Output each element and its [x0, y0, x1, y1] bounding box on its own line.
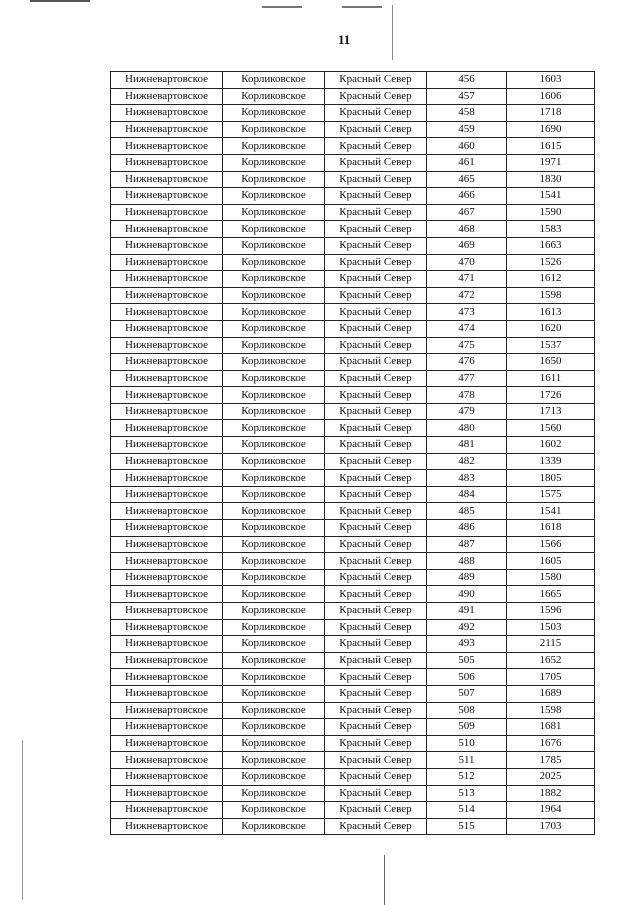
district-cell: Нижневартовское	[111, 636, 223, 653]
area-cell: Красный Север	[325, 254, 427, 271]
table-row	[111, 370, 595, 387]
data-table	[110, 71, 595, 835]
field-cell: Корликовское	[223, 387, 325, 404]
area-cell: Красный Север	[325, 420, 427, 437]
district-cell: Нижневартовское	[111, 354, 223, 371]
table-row	[111, 138, 595, 155]
depth-cell: 1705	[507, 669, 595, 686]
well-number-cell: 490	[427, 586, 507, 603]
well-number-cell: 473	[427, 304, 507, 321]
table-row	[111, 636, 595, 653]
depth-cell: 1526	[507, 254, 595, 271]
district-cell: Нижневартовское	[111, 802, 223, 819]
scan-mark-top-center-right	[342, 6, 382, 8]
depth-cell: 1805	[507, 470, 595, 487]
district-cell: Нижневартовское	[111, 121, 223, 138]
district-cell: Нижневартовское	[111, 520, 223, 537]
district-cell: Нижневартовское	[111, 586, 223, 603]
scan-mark-top-center	[262, 6, 302, 8]
table-row	[111, 420, 595, 437]
district-cell: Нижневартовское	[111, 370, 223, 387]
field-cell: Корликовское	[223, 536, 325, 553]
table-row	[111, 354, 595, 371]
depth-cell: 1537	[507, 337, 595, 354]
district-cell: Нижневартовское	[111, 420, 223, 437]
field-cell: Корликовское	[223, 719, 325, 736]
well-number-cell: 477	[427, 370, 507, 387]
well-number-cell: 507	[427, 685, 507, 702]
district-cell: Нижневартовское	[111, 768, 223, 785]
table-row	[111, 669, 595, 686]
well-number-cell: 481	[427, 437, 507, 454]
data-table-wrapper	[110, 71, 595, 835]
area-cell: Красный Север	[325, 387, 427, 404]
area-cell: Красный Север	[325, 370, 427, 387]
table-row	[111, 486, 595, 503]
district-cell: Нижневартовское	[111, 72, 223, 89]
scan-mark-top-left	[30, 0, 90, 2]
table-row	[111, 818, 595, 835]
district-cell: Нижневартовское	[111, 685, 223, 702]
field-cell: Корликовское	[223, 802, 325, 819]
field-cell: Корликовское	[223, 768, 325, 785]
district-cell: Нижневартовское	[111, 387, 223, 404]
field-cell: Корликовское	[223, 669, 325, 686]
well-number-cell: 484	[427, 486, 507, 503]
field-cell: Корликовское	[223, 470, 325, 487]
well-number-cell: 466	[427, 188, 507, 205]
district-cell: Нижневартовское	[111, 105, 223, 122]
area-cell: Красный Север	[325, 221, 427, 238]
district-cell: Нижневартовское	[111, 503, 223, 520]
depth-cell: 1613	[507, 304, 595, 321]
area-cell: Красный Север	[325, 121, 427, 138]
depth-cell: 1620	[507, 320, 595, 337]
table-row	[111, 785, 595, 802]
field-cell: Корликовское	[223, 586, 325, 603]
well-number-cell: 505	[427, 652, 507, 669]
district-cell: Нижневартовское	[111, 652, 223, 669]
table-row	[111, 768, 595, 785]
area-cell: Красный Север	[325, 486, 427, 503]
table-row	[111, 520, 595, 537]
area-cell: Красный Север	[325, 72, 427, 89]
table-row	[111, 719, 595, 736]
depth-cell: 1713	[507, 403, 595, 420]
well-number-cell: 459	[427, 121, 507, 138]
field-cell: Корликовское	[223, 287, 325, 304]
well-number-cell: 491	[427, 603, 507, 620]
well-number-cell: 479	[427, 403, 507, 420]
well-number-cell: 469	[427, 237, 507, 254]
area-cell: Красный Север	[325, 354, 427, 371]
area-cell: Красный Север	[325, 520, 427, 537]
well-number-cell: 485	[427, 503, 507, 520]
district-cell: Нижневартовское	[111, 154, 223, 171]
depth-cell: 1681	[507, 719, 595, 736]
table-row	[111, 569, 595, 586]
area-cell: Красный Север	[325, 287, 427, 304]
area-cell: Красный Север	[325, 204, 427, 221]
depth-cell: 1665	[507, 586, 595, 603]
area-cell: Красный Север	[325, 403, 427, 420]
area-cell: Красный Север	[325, 719, 427, 736]
depth-cell: 1606	[507, 88, 595, 105]
field-cell: Корликовское	[223, 553, 325, 570]
district-cell: Нижневартовское	[111, 287, 223, 304]
area-cell: Красный Север	[325, 702, 427, 719]
area-cell: Красный Север	[325, 470, 427, 487]
depth-cell: 1602	[507, 437, 595, 454]
district-cell: Нижневартовское	[111, 403, 223, 420]
well-number-cell: 482	[427, 453, 507, 470]
depth-cell: 1650	[507, 354, 595, 371]
depth-cell: 1718	[507, 105, 595, 122]
table-row	[111, 503, 595, 520]
area-cell: Красный Север	[325, 652, 427, 669]
area-cell: Красный Север	[325, 171, 427, 188]
depth-cell: 1652	[507, 652, 595, 669]
field-cell: Корликовское	[223, 171, 325, 188]
depth-cell: 2115	[507, 636, 595, 653]
field-cell: Корликовское	[223, 619, 325, 636]
district-cell: Нижневартовское	[111, 271, 223, 288]
well-number-cell: 480	[427, 420, 507, 437]
depth-cell: 1964	[507, 802, 595, 819]
well-number-cell: 487	[427, 536, 507, 553]
depth-cell: 1612	[507, 271, 595, 288]
field-cell: Корликовское	[223, 702, 325, 719]
depth-cell: 1575	[507, 486, 595, 503]
field-cell: Корликовское	[223, 271, 325, 288]
table-row	[111, 105, 595, 122]
field-cell: Корликовское	[223, 486, 325, 503]
depth-cell: 1503	[507, 619, 595, 636]
depth-cell: 1596	[507, 603, 595, 620]
well-number-cell: 508	[427, 702, 507, 719]
area-cell: Красный Север	[325, 271, 427, 288]
district-cell: Нижневартовское	[111, 254, 223, 271]
field-cell: Корликовское	[223, 221, 325, 238]
depth-cell: 1971	[507, 154, 595, 171]
well-number-cell: 486	[427, 520, 507, 537]
area-cell: Красный Север	[325, 785, 427, 802]
district-cell: Нижневартовское	[111, 237, 223, 254]
well-number-cell: 474	[427, 320, 507, 337]
table-row	[111, 171, 595, 188]
area-cell: Красный Север	[325, 735, 427, 752]
depth-cell: 1703	[507, 818, 595, 835]
area-cell: Красный Север	[325, 88, 427, 105]
table-row	[111, 536, 595, 553]
table-row	[111, 685, 595, 702]
well-number-cell: 472	[427, 287, 507, 304]
well-number-cell: 467	[427, 204, 507, 221]
scan-mark-fold-top	[392, 5, 393, 60]
area-cell: Красный Север	[325, 586, 427, 603]
area-cell: Красный Север	[325, 453, 427, 470]
depth-cell: 1689	[507, 685, 595, 702]
area-cell: Красный Север	[325, 553, 427, 570]
field-cell: Корликовское	[223, 138, 325, 155]
area-cell: Красный Север	[325, 154, 427, 171]
depth-cell: 1605	[507, 553, 595, 570]
field-cell: Корликовское	[223, 569, 325, 586]
field-cell: Корликовское	[223, 403, 325, 420]
field-cell: Корликовское	[223, 420, 325, 437]
field-cell: Корликовское	[223, 105, 325, 122]
well-number-cell: 458	[427, 105, 507, 122]
table-row	[111, 221, 595, 238]
table-row	[111, 154, 595, 171]
area-cell: Красный Север	[325, 237, 427, 254]
table-row	[111, 72, 595, 89]
table-body	[111, 72, 595, 835]
table-row	[111, 287, 595, 304]
district-cell: Нижневартовское	[111, 188, 223, 205]
table-row	[111, 619, 595, 636]
field-cell: Корликовское	[223, 752, 325, 769]
area-cell: Красный Север	[325, 304, 427, 321]
district-cell: Нижневартовское	[111, 204, 223, 221]
field-cell: Корликовское	[223, 652, 325, 669]
table-row	[111, 470, 595, 487]
field-cell: Корликовское	[223, 204, 325, 221]
table-row	[111, 802, 595, 819]
field-cell: Корликовское	[223, 520, 325, 537]
depth-cell: 1785	[507, 752, 595, 769]
district-cell: Нижневартовское	[111, 88, 223, 105]
table-row	[111, 752, 595, 769]
area-cell: Красный Север	[325, 437, 427, 454]
depth-cell: 1566	[507, 536, 595, 553]
table-row	[111, 320, 595, 337]
area-cell: Красный Север	[325, 188, 427, 205]
field-cell: Корликовское	[223, 785, 325, 802]
field-cell: Корликовское	[223, 72, 325, 89]
area-cell: Красный Север	[325, 337, 427, 354]
well-number-cell: 489	[427, 569, 507, 586]
field-cell: Корликовское	[223, 437, 325, 454]
district-cell: Нижневартовское	[111, 486, 223, 503]
area-cell: Красный Север	[325, 105, 427, 122]
depth-cell: 1663	[507, 237, 595, 254]
well-number-cell: 468	[427, 221, 507, 238]
table-row	[111, 586, 595, 603]
depth-cell: 1590	[507, 204, 595, 221]
depth-cell: 1615	[507, 138, 595, 155]
area-cell: Красный Север	[325, 636, 427, 653]
district-cell: Нижневартовское	[111, 171, 223, 188]
field-cell: Корликовское	[223, 237, 325, 254]
field-cell: Корликовское	[223, 685, 325, 702]
well-number-cell: 460	[427, 138, 507, 155]
table-row	[111, 304, 595, 321]
area-cell: Красный Север	[325, 802, 427, 819]
depth-cell: 1882	[507, 785, 595, 802]
table-row	[111, 271, 595, 288]
area-cell: Красный Север	[325, 752, 427, 769]
page-number: 11	[338, 32, 351, 47]
district-cell: Нижневартовское	[111, 719, 223, 736]
area-cell: Красный Север	[325, 818, 427, 835]
depth-cell: 1603	[507, 72, 595, 89]
table-row	[111, 735, 595, 752]
depth-cell: 1583	[507, 221, 595, 238]
field-cell: Корликовское	[223, 154, 325, 171]
well-number-cell: 478	[427, 387, 507, 404]
depth-cell: 1560	[507, 420, 595, 437]
area-cell: Красный Север	[325, 503, 427, 520]
table-row	[111, 88, 595, 105]
area-cell: Красный Север	[325, 138, 427, 155]
depth-cell: 1598	[507, 702, 595, 719]
field-cell: Корликовское	[223, 354, 325, 371]
field-cell: Корликовское	[223, 603, 325, 620]
depth-cell: 1598	[507, 287, 595, 304]
district-cell: Нижневартовское	[111, 437, 223, 454]
depth-cell: 1676	[507, 735, 595, 752]
district-cell: Нижневартовское	[111, 735, 223, 752]
well-number-cell: 511	[427, 752, 507, 769]
depth-cell: 1611	[507, 370, 595, 387]
district-cell: Нижневартовское	[111, 785, 223, 802]
well-number-cell: 456	[427, 72, 507, 89]
field-cell: Корликовское	[223, 818, 325, 835]
field-cell: Корликовское	[223, 636, 325, 653]
field-cell: Корликовское	[223, 370, 325, 387]
well-number-cell: 512	[427, 768, 507, 785]
table-row	[111, 188, 595, 205]
field-cell: Корликовское	[223, 320, 325, 337]
field-cell: Корликовское	[223, 121, 325, 138]
table-row	[111, 403, 595, 420]
table-row	[111, 121, 595, 138]
table-row	[111, 603, 595, 620]
district-cell: Нижневартовское	[111, 569, 223, 586]
field-cell: Корликовское	[223, 304, 325, 321]
area-cell: Красный Север	[325, 603, 427, 620]
depth-cell: 1339	[507, 453, 595, 470]
well-number-cell: 465	[427, 171, 507, 188]
well-number-cell: 515	[427, 818, 507, 835]
well-number-cell: 483	[427, 470, 507, 487]
well-number-cell: 471	[427, 271, 507, 288]
area-cell: Красный Север	[325, 536, 427, 553]
district-cell: Нижневартовское	[111, 536, 223, 553]
district-cell: Нижневартовское	[111, 221, 223, 238]
area-cell: Красный Север	[325, 768, 427, 785]
district-cell: Нижневартовское	[111, 603, 223, 620]
district-cell: Нижневартовское	[111, 669, 223, 686]
district-cell: Нижневартовское	[111, 553, 223, 570]
table-row	[111, 652, 595, 669]
district-cell: Нижневартовское	[111, 702, 223, 719]
depth-cell: 1580	[507, 569, 595, 586]
table-row	[111, 337, 595, 354]
depth-cell: 1541	[507, 188, 595, 205]
depth-cell: 1618	[507, 520, 595, 537]
well-number-cell: 493	[427, 636, 507, 653]
well-number-cell: 476	[427, 354, 507, 371]
well-number-cell: 513	[427, 785, 507, 802]
district-cell: Нижневартовское	[111, 619, 223, 636]
district-cell: Нижневартовское	[111, 337, 223, 354]
field-cell: Корликовское	[223, 735, 325, 752]
table-row	[111, 387, 595, 404]
district-cell: Нижневартовское	[111, 304, 223, 321]
field-cell: Корликовское	[223, 337, 325, 354]
well-number-cell: 470	[427, 254, 507, 271]
depth-cell: 1830	[507, 171, 595, 188]
field-cell: Корликовское	[223, 453, 325, 470]
table-row	[111, 237, 595, 254]
area-cell: Красный Север	[325, 320, 427, 337]
table-row	[111, 453, 595, 470]
well-number-cell: 475	[427, 337, 507, 354]
table-row	[111, 437, 595, 454]
district-cell: Нижневартовское	[111, 138, 223, 155]
table-row	[111, 702, 595, 719]
depth-cell: 1726	[507, 387, 595, 404]
area-cell: Красный Север	[325, 685, 427, 702]
scan-mark-left-edge	[22, 740, 23, 900]
scan-mark-fold-bottom	[384, 855, 385, 905]
well-number-cell: 461	[427, 154, 507, 171]
well-number-cell: 488	[427, 553, 507, 570]
depth-cell: 1541	[507, 503, 595, 520]
well-number-cell: 509	[427, 719, 507, 736]
depth-cell: 1690	[507, 121, 595, 138]
district-cell: Нижневартовское	[111, 752, 223, 769]
well-number-cell: 457	[427, 88, 507, 105]
area-cell: Красный Север	[325, 669, 427, 686]
field-cell: Корликовское	[223, 188, 325, 205]
well-number-cell: 492	[427, 619, 507, 636]
district-cell: Нижневартовское	[111, 470, 223, 487]
table-row	[111, 204, 595, 221]
table-row	[111, 553, 595, 570]
well-number-cell: 514	[427, 802, 507, 819]
well-number-cell: 506	[427, 669, 507, 686]
area-cell: Красный Север	[325, 569, 427, 586]
district-cell: Нижневартовское	[111, 818, 223, 835]
field-cell: Корликовское	[223, 88, 325, 105]
field-cell: Корликовское	[223, 503, 325, 520]
table-row	[111, 254, 595, 271]
depth-cell: 2025	[507, 768, 595, 785]
district-cell: Нижневартовское	[111, 453, 223, 470]
well-number-cell: 510	[427, 735, 507, 752]
area-cell: Красный Север	[325, 619, 427, 636]
district-cell: Нижневартовское	[111, 320, 223, 337]
field-cell: Корликовское	[223, 254, 325, 271]
